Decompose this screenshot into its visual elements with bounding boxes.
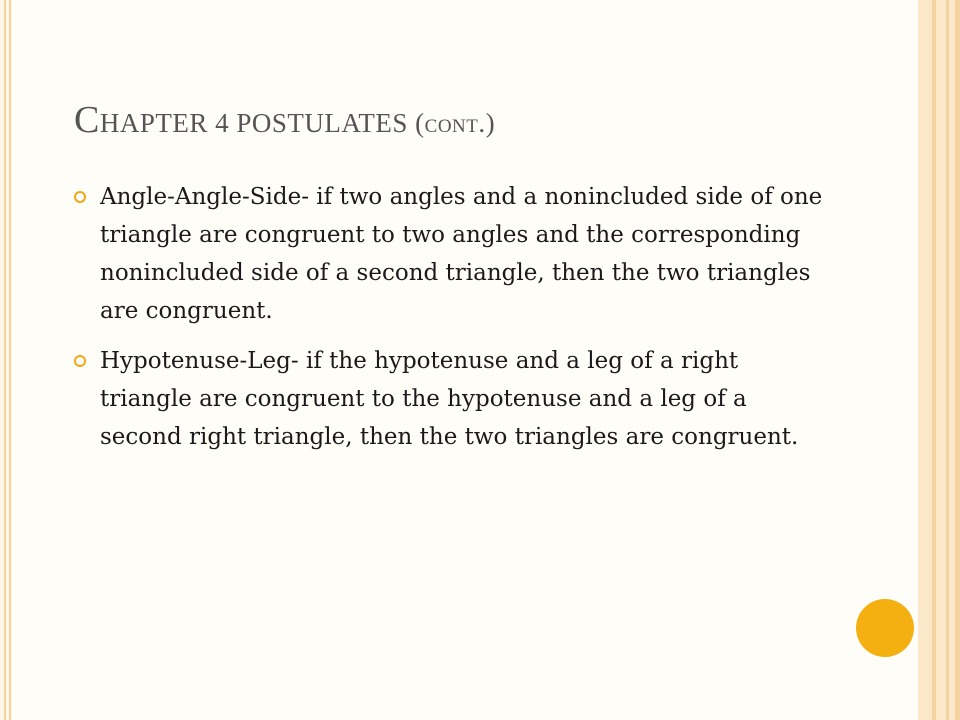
- bullet-text: Hypotenuse-Leg- if the hypotenuse and a leg of a right triangle are congruent to the hypotenuse and a leg of a second right triangle, then the two triangles are congruent.: [100, 348, 799, 450]
- circle-outline-icon: [74, 191, 86, 203]
- title-paren-open: (: [407, 108, 425, 138]
- title-main: HAPTER 4 POSTULATES: [99, 108, 408, 138]
- list-item: [72, 342, 832, 456]
- slide-title: [74, 98, 495, 142]
- title-paren-close: .): [478, 108, 496, 138]
- left-border-line: [9, 0, 11, 720]
- content-panel: [12, 0, 918, 720]
- right-stripe: [918, 0, 932, 720]
- bullet-list: [72, 178, 832, 468]
- list-item: [72, 178, 832, 330]
- title-paren-text: CONT: [424, 116, 479, 137]
- title-initial: C: [74, 99, 100, 141]
- right-stripe: [936, 0, 946, 720]
- circle-outline-icon: [74, 355, 86, 367]
- accent-circle: [856, 599, 914, 657]
- bullet-text: Angle-Angle-Side- if two angles and a nonincluded side of one triangle are congruent to two angles and the corresponding nonincluded side of a second triangle, then the two triangles are congruent.: [100, 184, 823, 324]
- left-border-line: [4, 0, 6, 720]
- right-stripe: [955, 0, 960, 720]
